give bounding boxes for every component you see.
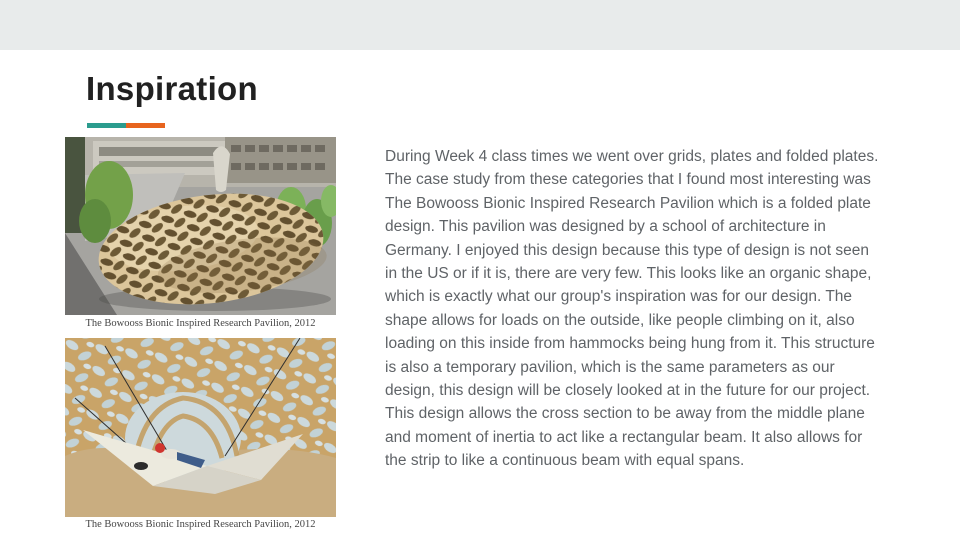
slide-body-paragraph: During Week 4 class times we went over grids, plates and folded plates. The case study from these categories that I found most interesting was The Bowooss Bionic Inspired Research Pavilion which is a folded plate design. This pavilion was designed by a school of architecture in Germany. I enjoyed this design because this type of design is not seen in the US or if it is, there are very few. This looks like an organic shape, which is exactly what our group's inspiration was for our design. The shape allows for loads on the outside, like people climbing on it, also loading on this inside from hammocks being hung from it. This structure is also a temporary pavilion, which is the same parameters as our design, this design will be closely looked at in the future for our project. This design allows the cross section to be away from the middle plane and moment of inertia to act like a rectangular beam. It also allows for the strip to like a continuous beam with equal spans.	[385, 148, 879, 470]
slide-title: Inspiration	[86, 70, 258, 107]
pavilion-interior-illustration	[65, 338, 336, 517]
accent-orange-segment	[126, 123, 165, 128]
slide-header-band	[0, 0, 960, 50]
pavilion-aerial-photo	[65, 137, 336, 315]
photo-caption: The Bowooss Bionic Inspired Research Pavilion, 2012	[85, 519, 316, 530]
title-accent-underline	[87, 123, 165, 128]
accent-teal-segment	[87, 123, 126, 128]
pavilion-interior-photo	[65, 338, 336, 517]
photo-caption: The Bowooss Bionic Inspired Research Pavilion, 2012	[85, 318, 316, 329]
pavilion-aerial-illustration	[65, 137, 336, 315]
